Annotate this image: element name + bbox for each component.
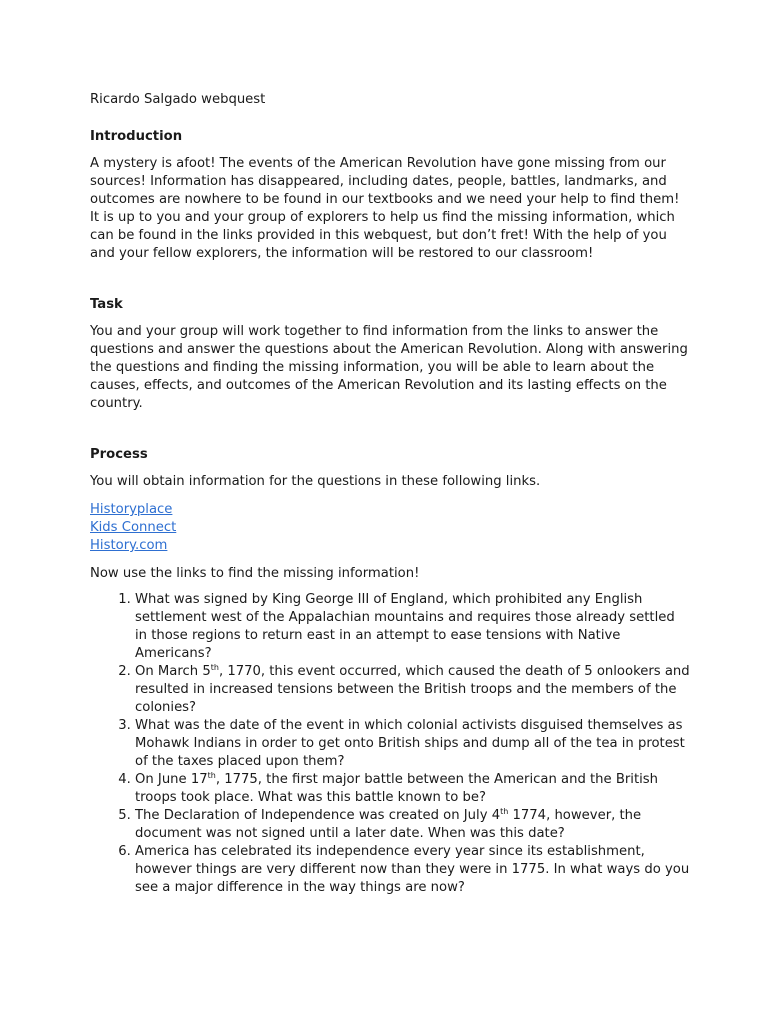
- task-heading: Task: [90, 297, 123, 312]
- introduction-text: A mystery is afoot! The events of the American Revolution have gone missing from our sources! Information has disappeared, including dates, people, battles, landmarks, and outcomes are nowhere to be found in our textbooks and we need your help to find them! It is up to you and your group of explorers to help us find the missing information, which can be found in the links provided in this webquest, but don’t fret! With the help of you and your fellow explorers, the information will be restored to our classroom!: [90, 156, 680, 261]
- question-1: [135, 591, 690, 663]
- question-5: [135, 807, 690, 843]
- process-heading: Process: [90, 447, 148, 462]
- question-6-text: America has celebrated its independence every year since its establishment, however things are very different now than they were in 1775. In what ways do you see a major difference in the way things are now?: [135, 844, 690, 895]
- question-4-text-end: , 1775, the first major battle between the American and the British troops took place. What was this battle known to be?: [135, 772, 659, 805]
- question-3: [135, 717, 690, 771]
- document-title: Ricardo Salgado webquest: [90, 92, 266, 107]
- question-2-ordinal: th: [210, 663, 219, 672]
- question-1-text: What was signed by King George III of England, which prohibited any English settlement west of the Appalachian mountains and requires those already settled in those regions to return east in an attempt to ease tensions with Native Americans?: [135, 592, 675, 661]
- question-5-text-start: The Declaration of Independence was created on July 4: [135, 808, 501, 823]
- question-2: [135, 663, 690, 717]
- introduction-heading: Introduction: [90, 129, 183, 144]
- question-2-text-start: On March 5: [135, 664, 211, 679]
- question-5-text-end: 1774, however, the document was not signed until a later date. When was this date?: [135, 808, 642, 841]
- question-2-text-end: , 1770, this event occurred, which caused the death of 5 onlookers and resulted in increased tensions between the British troops and the members of the colonies?: [135, 664, 690, 715]
- question-5-ordinal: th: [500, 807, 509, 816]
- link-kids-connect[interactable]: Kids Connect: [90, 520, 177, 535]
- task-text: You and your group will work together to find information from the links to answer the questions and answer the questions about the American Revolution. Along with answering the questions and finding the missing information, you will be able to learn about the causes, effects, and outcomes of the American Revolution and its lasting effects on the country.: [90, 324, 688, 411]
- question-4-ordinal: th: [207, 771, 216, 780]
- question-4-text-start: On June 17: [135, 772, 208, 787]
- link-historyplace[interactable]: Historyplace: [90, 502, 173, 517]
- questions-list: [90, 591, 690, 897]
- question-3-text: What was the date of the event in which colonial activists disguised themselves as Mohawk Indians in order to get onto British ships and dump all of the tea in protest of the taxes placed upon them?: [135, 718, 685, 769]
- after-links-text: Now use the links to find the missing information!: [90, 566, 420, 581]
- question-6: [135, 843, 690, 897]
- document-page: [90, 91, 690, 897]
- link-history-com[interactable]: History.com: [90, 538, 168, 553]
- question-4: [135, 771, 690, 807]
- resource-links: [90, 501, 690, 555]
- process-text: You will obtain information for the questions in these following links.: [90, 474, 541, 489]
